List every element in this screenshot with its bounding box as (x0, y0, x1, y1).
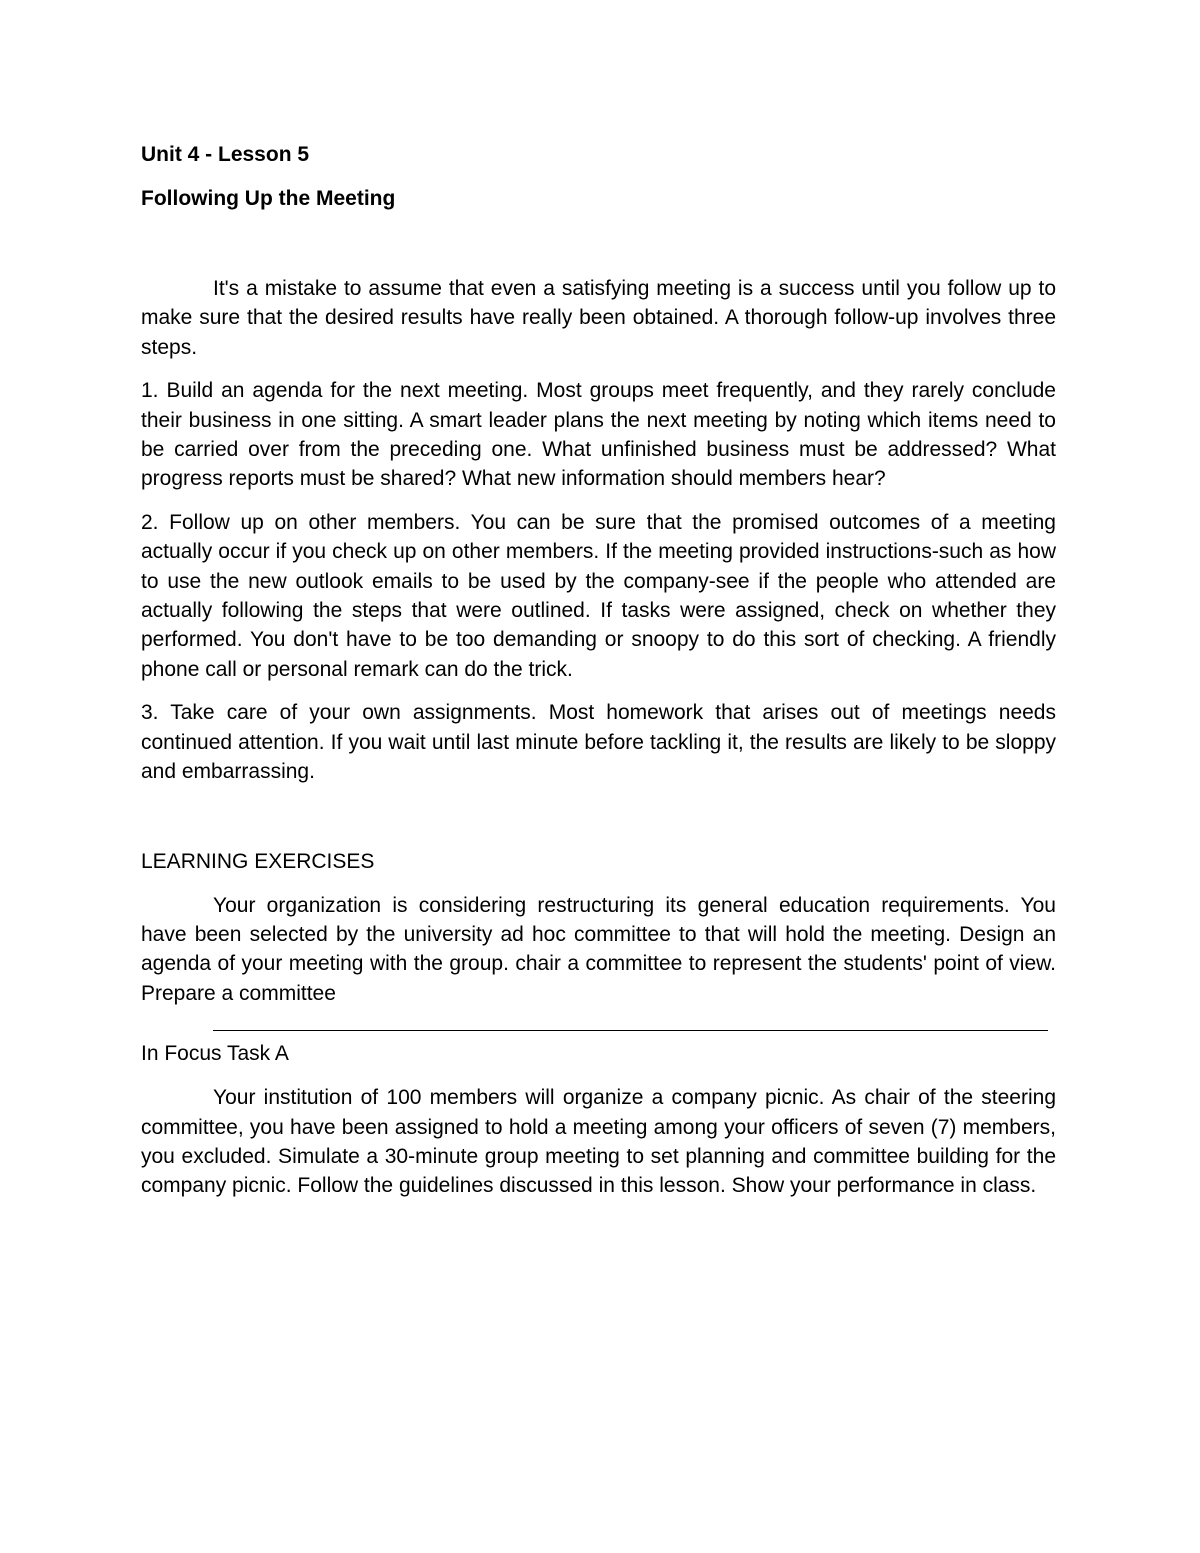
lesson-title: Following Up the Meeting (141, 187, 396, 210)
learning-exercises-paragraph: Your organization is considering restructuring its general education requirements. You have been selected by the university ad hoc committee to that will hold the meeting. Design an agenda of your meeting with the group. chair a committee to represent the students' point of view. Prepare a committee (141, 893, 1056, 1005)
step-paragraph-1: 1. Build an agenda for the next meeting. Most groups meet frequently, and they rarely conclude their business in one sitting. A smart leader plans the next meeting by noting which items need to be carried over from the preceding one. What unfinished business must be addressed? What progress reports must be shared? What new information should members hear? (141, 379, 1056, 491)
horizontal-rule (213, 1030, 1048, 1031)
step-paragraph-2: 2. Follow up on other members. You can be sure that the promised outcomes of a meeting actually occur if you check up on other members. If the meeting provided instructions-such as how to use the new outlook emails to be used by the company-see if the people who attended are actually following the steps that were outlined. If tasks were assigned, check on whether they performed. You don't have to be too demanding or snoopy to do this sort of checking. A friendly phone call or personal remark can do the trick. (141, 510, 1056, 681)
intro-paragraph: It's a mistake to assume that even a satisfying meeting is a success until you follow up to make sure that the desired results have really been obtained. A thorough follow-up involves three steps. (141, 277, 1056, 359)
document-page (141, 140, 1056, 1215)
in-focus-paragraph: Your institution of 100 members will organize a company picnic. As chair of the steering committee, you have been assigned to hold a meeting among your officers of seven (7) members, you excluded. Simulate a 30-minute group meeting to set planning and committee building for the company picnic. Follow the guidelines discussed in this lesson. Show your performance in class. (141, 1086, 1056, 1198)
learning-exercises-heading: LEARNING EXERCISES (141, 849, 375, 873)
step-paragraph-3: 3. Take care of your own assignments. Most homework that arises out of meetings needs continued attention. If you wait until last minute before tackling it, the results are likely to be sloppy and embarrassing. (141, 701, 1056, 784)
unit-title: Unit 4 - Lesson 5 (141, 143, 310, 166)
in-focus-heading: In Focus Task A (141, 1042, 289, 1066)
